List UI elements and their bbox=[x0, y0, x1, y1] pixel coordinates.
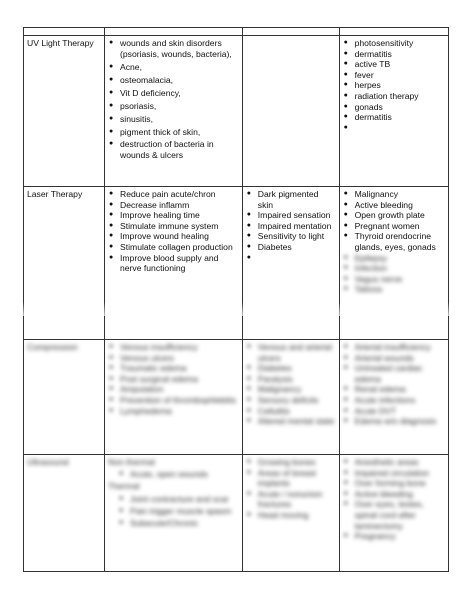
list-item: ● Arterial insufficiency bbox=[343, 342, 445, 353]
list-item: ● Acute, open wounds bbox=[118, 469, 239, 480]
ultrasound-group-heading: Thermal bbox=[108, 481, 140, 492]
list-item: ● Malignancy bbox=[246, 384, 336, 395]
list-item: ● Thyroid orendocrine glands, eyes, gonads bbox=[343, 231, 445, 252]
list-item: ● photosensitivity bbox=[343, 38, 445, 49]
compression-precautions-list bbox=[246, 342, 336, 427]
list-item: ● Subacute/Chronic bbox=[118, 518, 239, 529]
list-item: ● Lymphedema bbox=[108, 406, 239, 417]
list-item: ● Growing bones bbox=[246, 457, 336, 468]
table-row-ultrasound bbox=[24, 455, 449, 572]
list-item: ● Vagus nerve bbox=[343, 274, 445, 285]
list-item: ● Venous ulcers bbox=[108, 353, 239, 364]
list-item: ● fever bbox=[343, 70, 445, 81]
list-item: ● Sensitivity to light bbox=[246, 231, 336, 242]
laser-contraindications-cell bbox=[339, 187, 448, 340]
list-item: ● Malignancy bbox=[343, 189, 445, 200]
list-item: ● Renal edema bbox=[343, 384, 445, 395]
list-item: ● Head moving bbox=[246, 510, 336, 521]
row-label-ultrasound: Ultrasound bbox=[27, 457, 69, 467]
list-item: ● Open growth plate bbox=[343, 210, 445, 221]
laser-precautions-list bbox=[246, 189, 336, 253]
modalities-table bbox=[23, 27, 449, 572]
list-item: ● Acne, bbox=[108, 62, 239, 73]
list-item: ● sinusitis, bbox=[108, 114, 239, 125]
list-item: ● Reduce pain acute/chron bbox=[108, 189, 239, 200]
list-item: ● Impaired mentation bbox=[246, 221, 336, 232]
list-item: ● dermatitis bbox=[343, 49, 445, 60]
compression-contraindications-list bbox=[343, 342, 445, 427]
table-row-laser bbox=[24, 187, 449, 340]
header-cell bbox=[242, 28, 339, 36]
list-item: ● osteomalacia, bbox=[108, 75, 239, 86]
list-item: ● Tattoos bbox=[343, 284, 445, 295]
list-item: ● Vit D deficiency, bbox=[108, 88, 239, 99]
row-label-uv-light: UV Light Therapy bbox=[24, 36, 105, 187]
list-item: ● active TB bbox=[343, 59, 445, 70]
list-item: ● psoriasis, bbox=[108, 101, 239, 112]
list-item: ● gonads bbox=[343, 102, 445, 113]
uv-precautions-cell bbox=[242, 36, 339, 187]
list-item: ● Improve wound healing bbox=[108, 231, 239, 242]
list-item: ● pigment thick of skin, bbox=[108, 127, 239, 138]
list-item: ● Impaired sensation bbox=[246, 210, 336, 221]
table-row-compression bbox=[24, 340, 449, 455]
list-item: ● Active bleeding bbox=[343, 200, 445, 211]
list-item: ● Decrease inflamm bbox=[108, 200, 239, 211]
list-item: ● Acute / nonunion fractures bbox=[246, 489, 336, 510]
list-item: ● dermatitis bbox=[343, 112, 445, 123]
compression-precautions-cell bbox=[242, 340, 339, 455]
list-item: ● radiation therapy bbox=[343, 91, 445, 102]
uv-contraindications-cell bbox=[339, 36, 448, 187]
list-item: ● Dark pigmented skin bbox=[246, 189, 336, 210]
list-item: ● Over forming bone bbox=[343, 478, 445, 489]
ultrasound-precautions-cell bbox=[242, 455, 339, 572]
uv-indications-list bbox=[108, 38, 239, 161]
list-item: ● Anesthetic areas bbox=[343, 457, 445, 468]
laser-indications-cell bbox=[105, 187, 243, 340]
table-row-uv-light bbox=[24, 36, 449, 187]
list-item: ● Untreated cardiac edema bbox=[343, 363, 445, 384]
ultrasound-group-heading: Non thermal bbox=[108, 457, 155, 467]
compression-indications-list bbox=[108, 342, 239, 416]
ultrasound-precautions-list bbox=[246, 457, 336, 521]
list-item: ● wounds and skin disorders (psoriasis, wounds, bacteria), bbox=[108, 38, 239, 59]
list-item: ● Pain trigger muscle spasm bbox=[118, 506, 239, 517]
list-item: ● Pregnant women bbox=[343, 221, 445, 232]
list-item: ● Acute infections bbox=[343, 395, 445, 406]
uv-contraindications-list bbox=[343, 38, 445, 123]
list-item: ● Venous insufficiency bbox=[108, 342, 239, 353]
header-cell bbox=[24, 28, 105, 36]
header-cell bbox=[105, 28, 243, 36]
row-label-cell bbox=[24, 455, 105, 572]
ultrasound-nonthermal-list bbox=[108, 469, 239, 480]
uv-indications-cell bbox=[105, 36, 243, 187]
list-item: ● Paralysis bbox=[246, 374, 336, 385]
list-item: ● Impaired circulation bbox=[343, 468, 445, 479]
list-item: ● Prevention of thrombophlebitis bbox=[108, 395, 239, 406]
list-item: ● Altered mental state bbox=[246, 416, 336, 427]
list-item: ● destruction of bacteria in wounds & ulcers bbox=[108, 139, 239, 160]
row-label-laser: Laser Therapy bbox=[24, 187, 105, 340]
ultrasound-contraindications-cell bbox=[339, 455, 448, 572]
laser-precautions-cell bbox=[242, 187, 339, 340]
header-cell bbox=[339, 28, 448, 36]
list-item: ● herpes bbox=[343, 80, 445, 91]
list-item: ● Sensory deficits bbox=[246, 395, 336, 406]
laser-indications-list bbox=[108, 189, 239, 274]
list-item: ● Epilepsy bbox=[343, 253, 445, 264]
row-label-compression: Compression bbox=[27, 342, 78, 352]
list-item: ● Venous and arterial ulcers bbox=[246, 342, 336, 363]
list-item: ● Edema w/o diagnosis bbox=[343, 416, 445, 427]
list-item: ● Improve healing time bbox=[108, 210, 239, 221]
row-label-cell bbox=[24, 340, 105, 455]
list-item: ● Arterial wounds bbox=[343, 353, 445, 364]
list-item: ● Cellulitis bbox=[246, 406, 336, 417]
list-item: ● Acute DVT bbox=[343, 406, 445, 417]
list-item: ● Stimulate collagen production bbox=[108, 242, 239, 253]
list-item: ● Active bleeding bbox=[343, 489, 445, 500]
list-item: ● Over eyes, testes, spinal cord after laminectomy bbox=[343, 499, 445, 531]
compression-contraindications-cell bbox=[339, 340, 448, 455]
list-item: ● Improve blood supply and nerve functioning bbox=[108, 253, 239, 274]
list-item: ● Infection bbox=[343, 263, 445, 274]
list-item: ● Diabetes bbox=[246, 242, 336, 253]
list-item: ● Stimulate immune system bbox=[108, 221, 239, 232]
list-item: ● Diabetes bbox=[246, 363, 336, 374]
list-item: ● Areas of breast implants bbox=[246, 468, 336, 489]
ultrasound-indications-cell bbox=[105, 455, 243, 572]
list-item: ● Post surgical edema bbox=[108, 374, 239, 385]
list-item: ● Amputation bbox=[108, 384, 239, 395]
list-item: ● Traumatic edema bbox=[108, 363, 239, 374]
ultrasound-contraindications-list bbox=[343, 457, 445, 542]
table-header-row bbox=[24, 28, 449, 36]
list-item: ● Joint contracture and scar bbox=[118, 494, 239, 505]
ultrasound-thermal-list bbox=[108, 494, 239, 529]
list-item: ● Pregnancy bbox=[343, 531, 445, 542]
laser-contraindications-list bbox=[343, 189, 445, 295]
compression-indications-cell bbox=[105, 340, 243, 455]
